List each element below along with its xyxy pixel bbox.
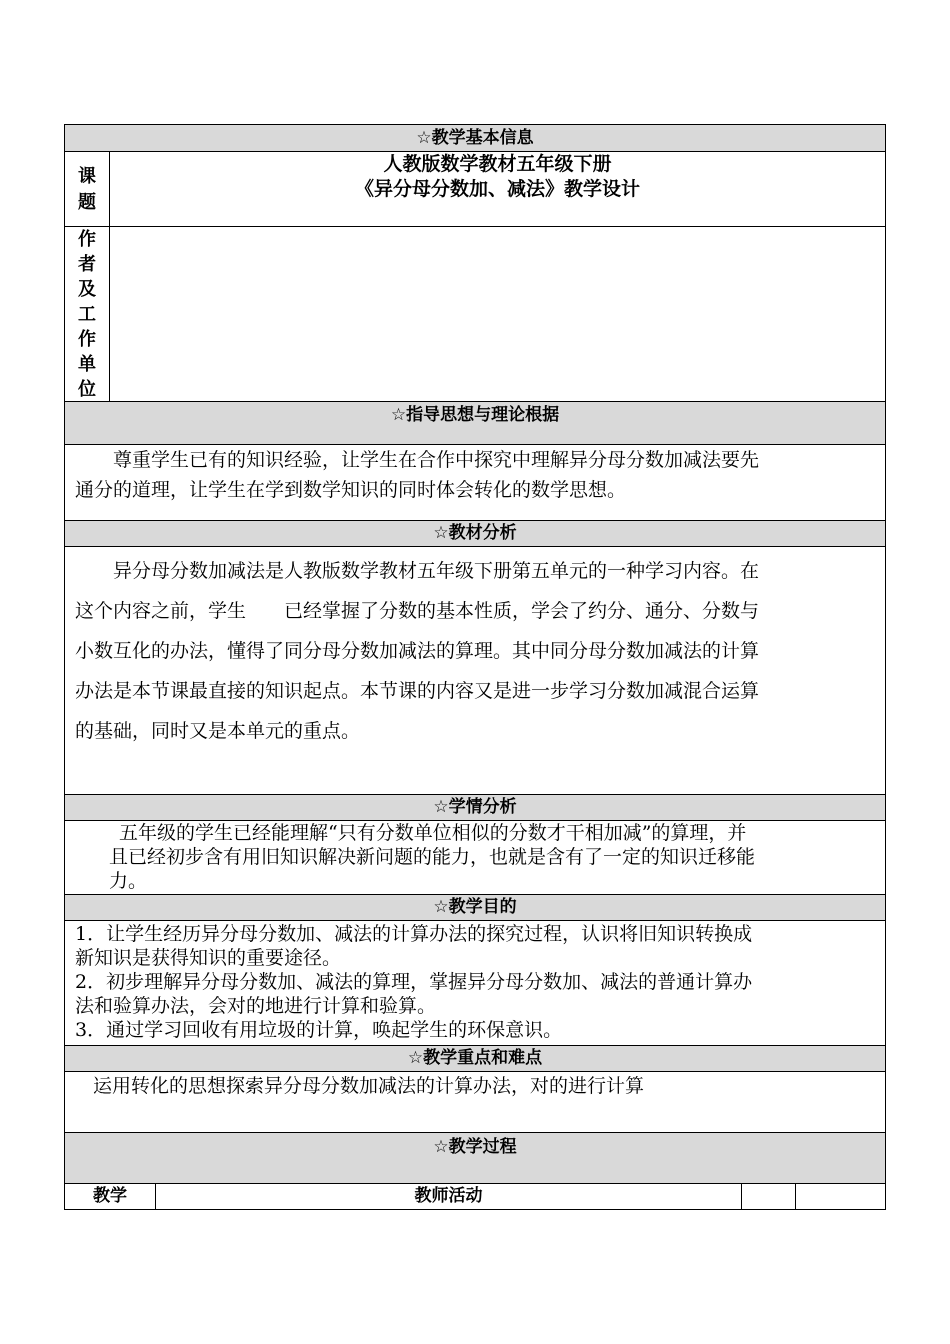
topic-row — [64, 151, 886, 226]
guiding-content: 尊重学生已有的知识经验，让学生在合作中探究中理解异分母分数加减法要先 通分的道理，让学生在学到数学知识的同时体会转化的数学思想。 — [64, 444, 886, 520]
author-label: 作 者 及 工 作 单 位 — [65, 227, 110, 401]
process-col-4 — [796, 1184, 885, 1209]
key-points-content: 运用转化的思想探索异分母分数加减法的计算办法，对的进行计算 — [64, 1071, 886, 1132]
topic-label: 课 题 — [65, 152, 110, 226]
author-value — [110, 227, 885, 401]
basic-info-header-text: ☆教学基本信息 — [416, 128, 534, 148]
author-row — [64, 226, 886, 401]
topic-title — [110, 152, 885, 226]
goals-content: 1．让学生经历异分母分数加、减法的计算办法的探究过程，认识将旧知识转换成 新知识是获得知识的重要途径。 2．初步理解异分母分数加、减法的算理，掌握异分母分数加、减法的普通计算办 法和验算办法，会对的地进行计算和验算。 3．通过学习回收有用垃圾的计算，唤起学生的环保意识。 — [64, 920, 886, 1045]
material-header: ☆教材分析 — [64, 520, 886, 546]
process-columns-row — [64, 1183, 886, 1210]
student-header: ☆学情分析 — [64, 794, 886, 820]
process-col-3 — [742, 1184, 796, 1209]
process-header: ☆教学过程 — [64, 1132, 886, 1183]
basic-info-header — [64, 124, 886, 151]
student-content: 五年级的学生已经能理解“只有分数单位相似的分数才干相加减”的算理，并 且已经初步含有用旧知识解决新问题的能力，也就是含有了一定的知识迁移能 力。 — [64, 820, 886, 894]
topic-title-line1: 人教版数学教材五年级下册 — [383, 153, 612, 175]
goals-header: ☆教学目的 — [64, 894, 886, 920]
process-col-stage: 教学 — [65, 1184, 156, 1209]
process-col-teacher: 教师活动 — [156, 1184, 742, 1209]
key-points-header: ☆教学重点和难点 — [64, 1045, 886, 1071]
material-content: 异分母分数加减法是人教版数学教材五年级下册第五单元的一种学习内容。在 这个内容之前，学生 已经掌握了分数的基本性质，学会了约分、通分、分数与 小数互化的办法，懂得了同分母分数加减法的算理。其中同分母分数加减法的计算 办法是本节课最直接的知识起点。本节课的内容又是进一步学习分数加减混合运算 的基础，同时又是本单元的重点。 — [64, 546, 886, 794]
guiding-header: ☆指导思想与理论根据 — [64, 401, 886, 444]
topic-title-line2: 《异分母分数加、减法》教学设计 — [354, 178, 640, 200]
